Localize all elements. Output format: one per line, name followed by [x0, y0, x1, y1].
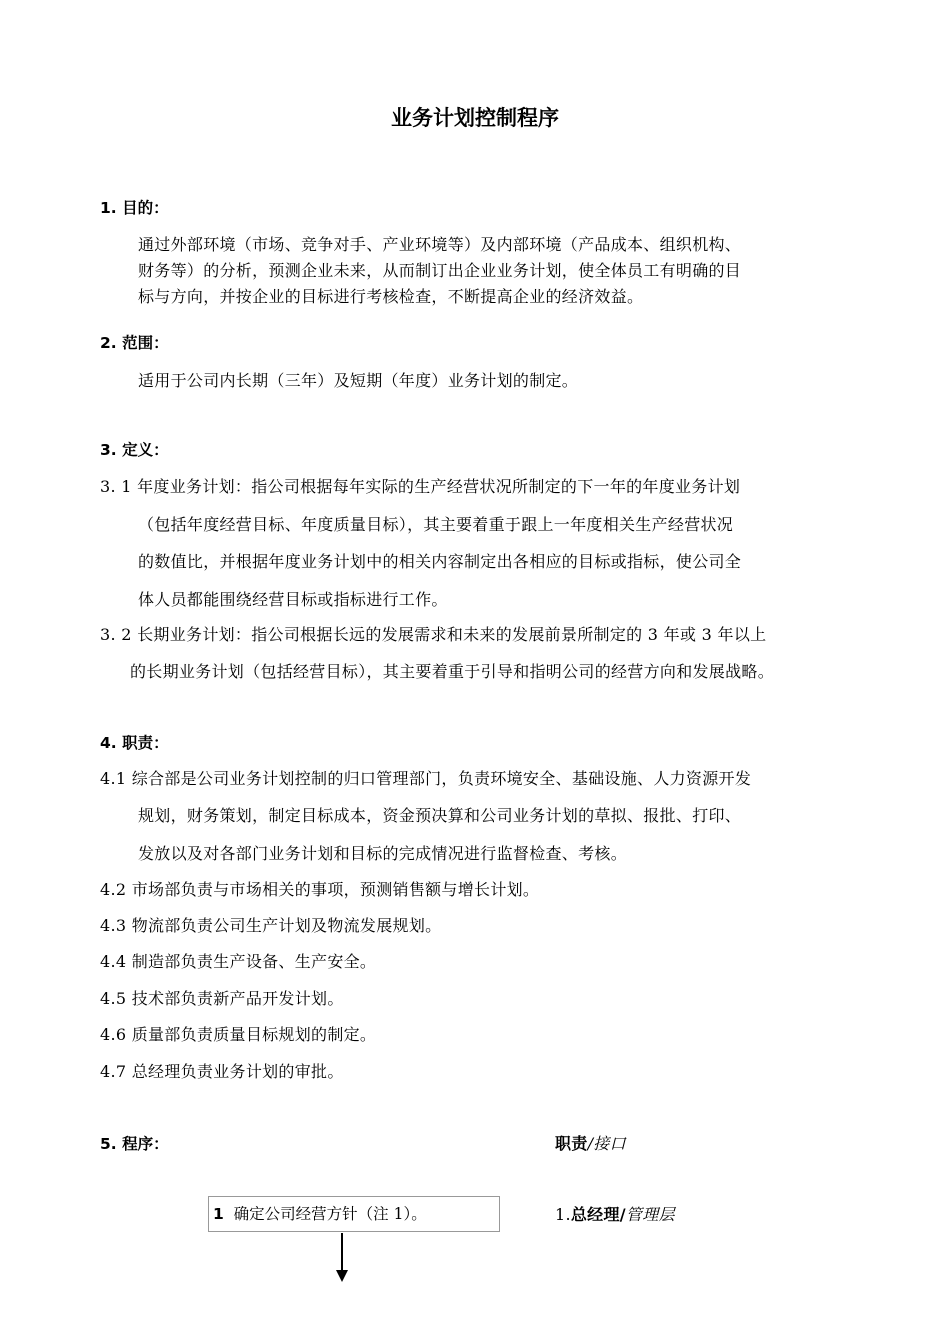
section-4-line: 4.3 物流部负责公司生产计划及物流发展规划。: [100, 916, 442, 935]
section-2-line: 适用于公司内长期（三年）及短期（年度）业务计划的制定。: [138, 371, 579, 390]
flow-step-1-role-interface: 管理层: [625, 1205, 675, 1224]
section-4-line: 4.2 市场部负责与市场相关的事项，预测销售额与增长计划。: [100, 880, 540, 899]
section-1-line: 财务等）的分析，预测企业未来，从而制订出企业业务计划，使全体员工有明确的目: [138, 261, 742, 280]
section-4-line: 4.1 综合部是公司业务计划控制的归口管理部门，负责环境安全、基础设施、人力资源开发: [100, 769, 752, 788]
section-3-line: 3. 2 长期业务计划：指公司根据长远的发展需求和未来的发展前景所制定的 3 年或 3 年以上: [100, 625, 767, 644]
section-3-line: 的长期业务计划（包括经营目标），其主要着重于引导和指明公司的经营方向和发展战略。: [130, 662, 775, 681]
flow-step-1-role: [555, 1202, 675, 1225]
page-title: 业务计划控制程序: [391, 106, 559, 130]
section-1-heading: 1. 目的：: [100, 199, 169, 217]
section-4-line: 4.6 质量部负责质量目标规划的制定。: [100, 1025, 377, 1044]
section-5-heading: 5. 程序：: [100, 1135, 169, 1153]
flow-step-1-text: 确定公司经营方针（注 1）。: [233, 1205, 427, 1223]
section-3-line: 3. 1 年度业务计划：指公司根据每年实际的生产经营状况所制定的下一年的年度业务计划: [100, 477, 741, 496]
section-1-line: 通过外部环境（市场、竞争对手、产业环境等）及内部环境（产品成本、组织机构、: [138, 235, 742, 254]
section-1-line: 标与方向，并按企业的目标进行考核检查，不断提高企业的经济效益。: [138, 287, 644, 306]
flow-step-1-box: [208, 1196, 500, 1232]
section-4-line: 规划，财务策划，制定目标成本，资金预决算和公司业务计划的草拟、报批、打印、: [138, 806, 742, 825]
responsibility-label: 职责: [555, 1134, 588, 1153]
section-3-line: 体人员都能围绕经营目标或指标进行工作。: [138, 590, 448, 609]
section-2-heading: 2. 范围：: [100, 334, 169, 352]
section-4-line: 发放以及对各部门业务计划和目标的完成情况进行监督检查、考核。: [138, 844, 628, 863]
responsibility-header: [555, 1131, 626, 1154]
flow-step-1-role-title: 总经理/: [570, 1205, 626, 1224]
section-4-line: 4.7 总经理负责业务计划的审批。: [100, 1062, 344, 1081]
section-4-line: 4.5 技术部负责新产品开发计划。: [100, 989, 344, 1008]
interface-label: /接口: [587, 1134, 626, 1153]
flow-arrow-shaft: [341, 1233, 343, 1270]
flow-step-1-role-number: 1.: [555, 1205, 571, 1224]
section-3-line: （包括年度经营目标、年度质量目标），其主要着重于跟上一年度相关生产经营状况: [138, 515, 734, 534]
flow-step-1-number: 1: [213, 1205, 224, 1223]
section-3-line: 的数值比，并根据年度业务计划中的相关内容制定出各相应的目标或指标，使公司全: [138, 552, 742, 571]
flow-arrow-down-icon: [336, 1270, 348, 1282]
section-4-heading: 4. 职责：: [100, 734, 169, 752]
section-4-line: 4.4 制造部负责生产设备、生产安全。: [100, 952, 377, 971]
section-3-heading: 3. 定义：: [100, 441, 169, 459]
